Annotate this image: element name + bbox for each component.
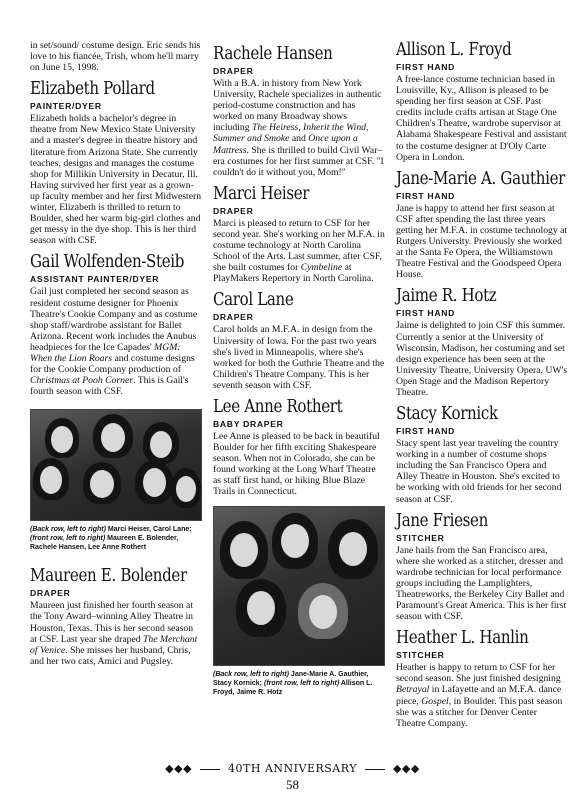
- bio-text: Jaime is delighted to join CSF this summer. Currently a senior at the University of Wisconsin, Madison, her costuming and set design experience has been seen at the University Theatre, University Opera, UW's Open Stage and the Madison Repertory Theatre.: [396, 320, 568, 398]
- show-title: Betrayal: [396, 684, 430, 696]
- bio-name: Carol Lane: [213, 290, 294, 311]
- bio-role: ASSISTANT PAINTER/DYER: [30, 274, 160, 285]
- bio-role: FIRST HAND: [396, 62, 456, 72]
- bio-text-part: Heather is happy to return to CSF for her second season. She just finished designing: [396, 662, 561, 685]
- bio-role: BABY DRAPER: [213, 418, 284, 429]
- bio-text-part: Maureen just finished her fourth season at the Tony Award–winning Alley Theatre in Houston, Texas. This is her second season at CSF. Last year she draped: [30, 600, 194, 645]
- show-title: The Merchant of Venice: [30, 633, 198, 656]
- bio-role: DRAPER: [213, 205, 254, 216]
- bio-name: Jane Friesen: [396, 510, 488, 531]
- bio-text-part: , in Boulder. This past season she was a stitcher for Denver Center Theatre Company.: [396, 695, 563, 729]
- show-title: Cymbeline: [300, 262, 343, 274]
- bio-text-part: and: [291, 133, 306, 145]
- bio-text: [30, 286, 202, 397]
- bio-role: FIRST HAND: [396, 308, 456, 319]
- bio-gauthier: [396, 169, 568, 281]
- page-number: 58: [286, 777, 299, 792]
- photo-caption: [30, 525, 202, 552]
- bio-text: Jane hails from the San Francisco area, where she worked as a stitcher, dresser and wardrobe technician for local performance groups including the Lamplighters, Theatreworks, the Berkeley City Ballet and Paramount's Great America. This is her first season with CSF.: [396, 544, 567, 623]
- bio-text: Stacy spent last year traveling the country working in a number of costume shops including the San Francisco Opera and Alley Theatre in Houston. She's excited to be working with old friends for her second season at CSF.: [396, 438, 562, 505]
- bio-hansen: [213, 44, 385, 178]
- bio-kornick: [396, 404, 568, 505]
- caption-label: (Back row, left to right): [213, 670, 289, 678]
- bio-role: DRAPER: [213, 66, 254, 76]
- bio-role: STITCHER: [396, 532, 445, 543]
- bio-name: Gail Wolfenden-Steib: [30, 252, 185, 273]
- caption-names: Allison L. Froyd, Jaime R. Hotz: [213, 679, 373, 696]
- bio-role: DRAPER: [213, 312, 254, 323]
- bio-role: DRAPER: [30, 588, 71, 599]
- bio-name: Stacy Kornick: [396, 404, 498, 425]
- bio-name: Marci Heiser: [213, 183, 310, 204]
- bio-text: Jane is happy to attend her first season at CSF after spending the last three years getting her M.F.A. in costume technology at Rutgers University. Previously she worked at the Santa Fe Opera, the Williamstown Theatre Festival and the Goodspeed Opera House.: [396, 202, 568, 281]
- column-right: [396, 40, 568, 733]
- bio-text: Carol holds an M.F.A. in design from the University of Iowa. For the past two years she's lived in Minneapolis, where she's worked for both the Guthrie Theatre and the Children's Theatre Company. This is her seventh season with CSF.: [213, 324, 385, 391]
- bio-text-part: With a B.A. in history from New York University, Rachele specializes in authentic period-costume construction and has worked on many Broadway shows including: [213, 78, 382, 134]
- photo-caption: [213, 670, 385, 697]
- show-title: Gospel: [421, 695, 449, 707]
- bio-text-part: . She misses her husband, Chris, and her two cats, Amici and Pugsley.: [30, 644, 191, 667]
- bio-name: Maureen E. Bolender: [30, 566, 187, 587]
- column-left: [30, 40, 202, 671]
- bio-rothert: [213, 397, 385, 498]
- bio-text: [396, 662, 568, 729]
- anniversary-banner: [0, 762, 585, 775]
- bio-wolfenden-steib: [30, 252, 202, 397]
- bio-name: Jaime R. Hotz: [396, 286, 497, 307]
- group-photo-first-hands: [213, 506, 385, 666]
- caption-names: Marci Heiser, Carol Lane;: [107, 526, 192, 534]
- banner-rule: [365, 769, 385, 770]
- bio-text-part: . This is Gail's fourth season with CSF.: [30, 375, 189, 398]
- group-photo-drapers: [30, 409, 202, 521]
- caption-names: Maureen E. Bolender, Rachele Hansen, Lee Anne Rothert: [30, 535, 179, 552]
- intro-text: in set/sound/ costume design. Eric sends his love to his fiancée, Trish, whom he'll marry on June 15, 1998.: [30, 40, 201, 74]
- bio-text-part: in Lafayette and an M.F.A. dance piece,: [396, 684, 562, 707]
- bio-pollard: [30, 79, 202, 246]
- bio-name: Jane-Marie A. Gauthier: [396, 168, 565, 189]
- show-title: Once upon a Mattress: [213, 133, 358, 156]
- column-middle: [213, 44, 385, 697]
- bio-role: FIRST HAND: [396, 190, 456, 201]
- bio-name: Heather L. Hanlin: [396, 628, 529, 649]
- banner-rule: [200, 769, 220, 770]
- bio-text: [30, 600, 202, 667]
- bio-lane: [213, 290, 385, 391]
- bio-text: [213, 78, 385, 178]
- bio-text-part: and costume designs for the Cookie Company production of: [30, 352, 195, 376]
- caption-label: (front row, left to right): [263, 679, 340, 687]
- bio-text-part: . She is thrilled to build Civil War–era costumes for her first summer at CSF. "I couldn't do it without you, Mom!": [213, 144, 384, 178]
- bio-name: Allison L. Froyd: [396, 40, 512, 60]
- bio-heiser: [213, 184, 385, 285]
- bio-name: Elizabeth Pollard: [30, 79, 155, 100]
- caption-label: (front row, left to right): [30, 535, 106, 543]
- bio-role: STITCHER: [396, 650, 445, 661]
- page-footer: [0, 762, 585, 793]
- diamond-ornament-icon: ◆◆◆: [392, 762, 420, 775]
- bio-role: FIRST HAND: [396, 426, 456, 437]
- bio-text-part: Marci is pleased to return to CSF for her second year. She's working on her M.F.A. in costume technology at North Carolina School of the Arts. Last summer, after CSF, she built costumes for: [213, 217, 385, 274]
- caption-label: (Back row, left to right): [30, 526, 106, 534]
- anniversary-text: 40TH ANNIVERSARY: [228, 762, 357, 775]
- show-title: The Heiress, Inherit the Wind, Summer and Smoke: [213, 122, 369, 145]
- bio-text: [213, 218, 385, 285]
- bio-text: Elizabeth holds a bachelor's degree in theatre from New Mexico State University and a master's degree in theatre history and literature from Arizona State. She currently teaches, designs and manages the costume shop for Millikin University in Decatur, Ill. Having survived her first year as a grown-up faculty member and her first Midwestern winter, Elizabeth is thrilled to return to Boulder, shed her warm big-girl clothes and get messy in the dye shop. This is her third season with CSF.: [30, 113, 202, 247]
- bio-text-part: at PlayMakers Repertory in North Carolina.: [213, 262, 374, 285]
- bio-hanlin: [396, 628, 568, 729]
- bio-name: Lee Anne Rothert: [213, 396, 343, 417]
- show-title: MGM: When the Lion Roars: [30, 341, 181, 364]
- show-title: Christmas at Pooh Corner: [30, 375, 134, 387]
- bio-froyd: [396, 40, 568, 163]
- bio-text: A free-lance costume technician based in Louisville, Ky., Allison is pleased to be spending her first season at CSF. Past credits include crafts artisan at Stage One Children's Theatre, wardrobe supervisor at Alabama Shakespeare Festival and assistant to the costume designer at D'Oly Carte Opera in London.: [396, 74, 567, 163]
- bio-text-part: Gail just completed her second season as resident costume designer for Phoenix Theatre's Cookie Company and as costume shop staff/wardrobe assistant for Ballet Arizona. Recent work includes the Anubus headpieces for the Ice Capades': [30, 286, 198, 353]
- bio-name: Rachele Hansen: [213, 44, 333, 64]
- bio-friesen: [396, 511, 568, 623]
- diamond-ornament-icon: ◆◆◆: [165, 762, 193, 775]
- bio-text: Lee Anne is pleased to be back in beautiful Boulder for her fifth exciting Shakespeare season. When not in Colorado, she can be found working at the Long Wharf Theatre as staff first hand, or hiking Blue Blaze Trails in Connecticut.: [213, 430, 380, 498]
- bio-bolender: [30, 566, 202, 667]
- bio-hotz: [396, 286, 568, 398]
- bio-role: PAINTER/DYER: [30, 101, 102, 112]
- caption-names: Jane-Marie A. Gauthier, Stacy Kornick;: [213, 670, 369, 687]
